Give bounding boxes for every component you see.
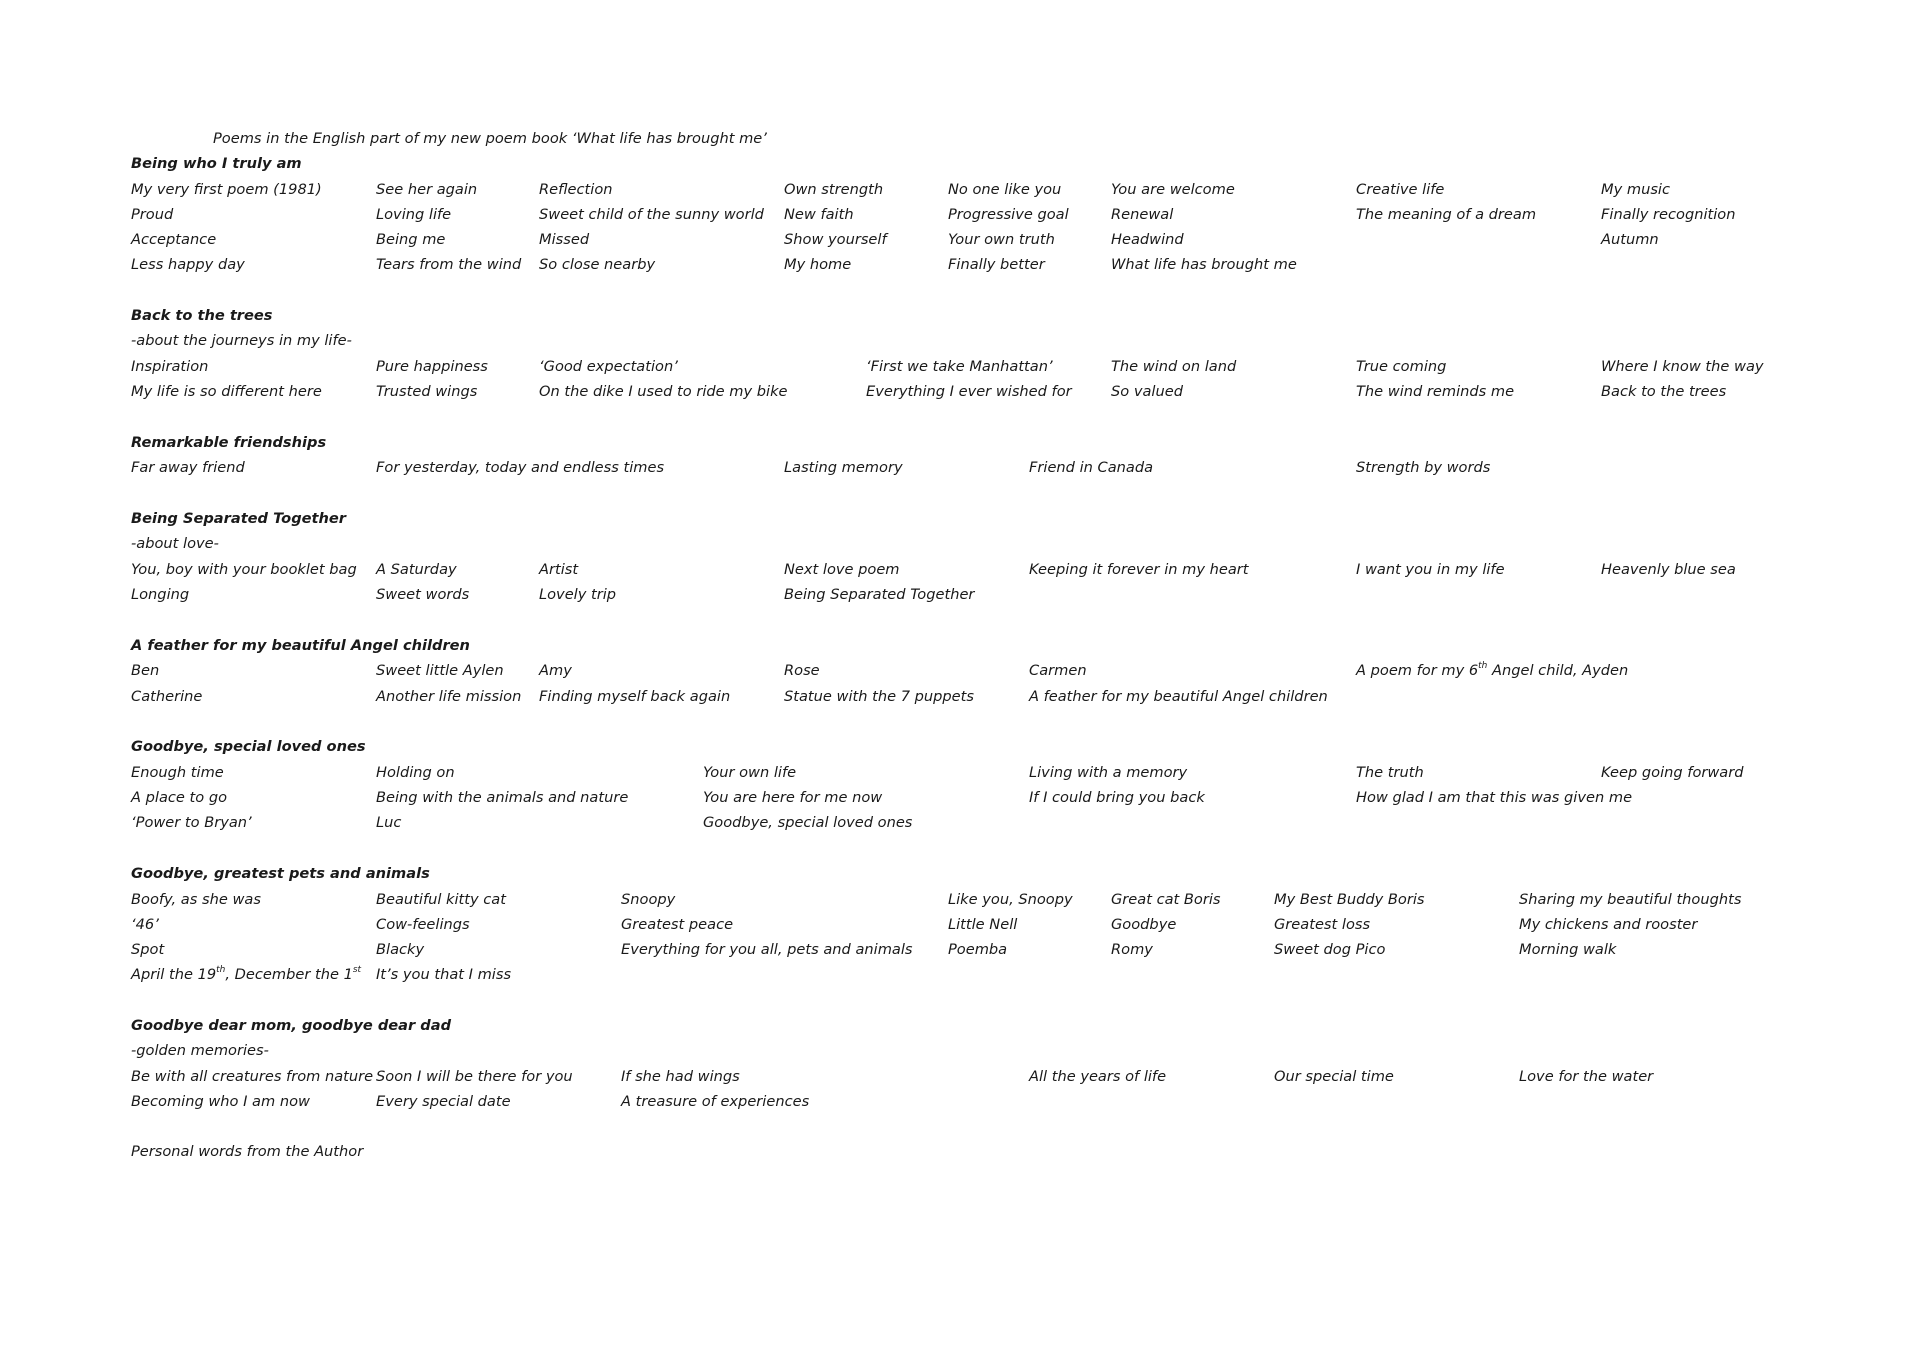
poem-title: The meaning of a dream [1356, 206, 1537, 223]
poem-title: Autumn [1601, 231, 1659, 248]
poem-title: Goodbye, special loved ones [703, 814, 913, 831]
poem-title: Beautiful kitty cat [376, 891, 506, 908]
poem-title: Goodbye [1111, 916, 1177, 933]
section-title: Back to the trees [131, 307, 273, 324]
poem-title: Pure happiness [376, 358, 488, 375]
poem-title: Amy [539, 662, 572, 679]
poem-title: Soon I will be there for you [376, 1068, 573, 1085]
poem-title: Morning walk [1519, 941, 1617, 958]
poem-title: ‘Power to Bryan’ [131, 814, 252, 831]
poem-title: Be with all creatures from nature [131, 1068, 374, 1085]
poem-title: ‘First we take Manhattan’ [866, 358, 1053, 375]
poem-title-part: Angel child, Ayden [1487, 662, 1629, 679]
poem-title: Luc [376, 814, 402, 831]
section-title: A feather for my beautiful Angel children [131, 637, 470, 654]
poem-title: I want you in my life [1356, 561, 1505, 578]
poem-title: Living with a memory [1029, 764, 1188, 781]
poem-title: Finally recognition [1601, 206, 1736, 223]
poem-title: Everything I ever wished for [866, 383, 1072, 400]
poem-title: It’s you that I miss [376, 966, 512, 983]
poem-title: Everything for you all, pets and animals [621, 941, 913, 958]
poem-title: Artist [539, 561, 579, 578]
poem-title: No one like you [948, 181, 1062, 198]
poem-title: The wind reminds me [1356, 383, 1515, 400]
poem-title: How glad I am that this was given me [1356, 789, 1633, 806]
poem-title: Longing [131, 586, 190, 603]
poem-title: My Best Buddy Boris [1274, 891, 1425, 908]
poem-title: See her again [376, 181, 478, 198]
poem-title: Proud [131, 206, 174, 223]
poem-title: The truth [1356, 764, 1424, 781]
poem-title-part: , December the 1 [225, 966, 353, 983]
poem-title: Finally better [948, 256, 1045, 273]
poem-title: Enough time [131, 764, 224, 781]
poem-title: Love for the water [1519, 1068, 1654, 1085]
poem-title: Sharing my beautiful thoughts [1519, 891, 1742, 908]
poem-title: Heavenly blue sea [1601, 561, 1736, 578]
poem-title: A treasure of experiences [621, 1093, 810, 1110]
poem-title-ayden [1356, 661, 1628, 681]
section-title: Goodbye, greatest pets and animals [131, 865, 430, 882]
poem-title: Next love poem [784, 561, 900, 578]
poem-title: The wind on land [1111, 358, 1237, 375]
superscript: th [216, 965, 226, 976]
poem-title: ‘46’ [131, 916, 159, 933]
poem-title: Spot [131, 941, 165, 958]
poem-title: Romy [1111, 941, 1153, 958]
poem-title: Inspiration [131, 358, 209, 375]
poem-title: Sweet little Aylen [376, 662, 504, 679]
poem-title: Lovely trip [539, 586, 617, 603]
poem-title: A feather for my beautiful Angel children [1029, 688, 1328, 705]
poem-title: Like you, Snoopy [948, 891, 1073, 908]
poem-title: So valued [1111, 383, 1183, 400]
poem-title: My music [1601, 181, 1671, 198]
section-subtitle: -about love- [131, 535, 219, 552]
poem-title: Being me [376, 231, 446, 248]
poem-title: Ben [131, 662, 160, 679]
poem-title: You, boy with your booklet bag [131, 561, 357, 578]
poem-title: Our special time [1274, 1068, 1394, 1085]
poem-title: Sweet words [376, 586, 470, 603]
poem-title: What life has brought me [1111, 256, 1297, 273]
poem-title: Little Nell [948, 916, 1018, 933]
poem-title: My very first poem (1981) [131, 181, 322, 198]
poem-title: Being with the animals and nature [376, 789, 629, 806]
poem-title: Own strength [784, 181, 884, 198]
poem-title: A Saturday [376, 561, 457, 578]
poem-title: All the years of life [1029, 1068, 1167, 1085]
poem-title: Far away friend [131, 459, 245, 476]
poem-title: Less happy day [131, 256, 245, 273]
poem-title: Snoopy [621, 891, 676, 908]
poem-title: Where I know the way [1601, 358, 1764, 375]
superscript: st [352, 965, 362, 976]
poem-title: You are welcome [1111, 181, 1235, 198]
section-subtitle: -about the journeys in my life- [131, 332, 352, 349]
section-title: Being who I truly am [131, 155, 302, 172]
poem-title-april [131, 965, 361, 985]
poem-title: If I could bring you back [1029, 789, 1205, 806]
poem-title-part: April the 19 [131, 966, 217, 983]
poem-title: A place to go [131, 789, 228, 806]
poem-title: Progressive goal [948, 206, 1069, 223]
poem-title: Creative life [1356, 181, 1445, 198]
closing-line: Personal words from the Author [131, 1143, 364, 1160]
poem-title: My chickens and rooster [1519, 916, 1698, 933]
poem-title: Statue with the 7 puppets [784, 688, 974, 705]
poem-title: So close nearby [539, 256, 656, 273]
poem-title: Sweet child of the sunny world [539, 206, 764, 223]
poem-title: My home [784, 256, 852, 273]
poem-title: Finding myself back again [539, 688, 731, 705]
poem-title: Acceptance [131, 231, 217, 248]
poem-title: ‘Good expectation’ [539, 358, 678, 375]
poem-title: Sweet dog Pico [1274, 941, 1386, 958]
poem-title: Catherine [131, 688, 203, 705]
poem-title: Greatest peace [621, 916, 734, 933]
poem-title: Trusted wings [376, 383, 478, 400]
poem-title: Poemba [948, 941, 1008, 958]
poem-title: Rose [784, 662, 820, 679]
poem-title: Loving life [376, 206, 452, 223]
poem-title: Another life mission [376, 688, 522, 705]
poem-title: You are here for me now [703, 789, 883, 806]
poem-title: Friend in Canada [1029, 459, 1154, 476]
poem-title: Lasting memory [784, 459, 903, 476]
poem-title: Your own truth [948, 231, 1055, 248]
poem-title: On the dike I used to ride my bike [539, 383, 788, 400]
poem-title: Keeping it forever in my heart [1029, 561, 1249, 578]
poem-title: Boofy, as she was [131, 891, 261, 908]
superscript: th [1478, 661, 1488, 672]
intro-line: Poems in the English part of my new poem book ‘What life has brought me’ [213, 130, 767, 147]
poem-title: New faith [784, 206, 854, 223]
poem-title: My life is so different here [131, 383, 322, 400]
section-title: Being Separated Together [131, 510, 346, 527]
poem-title: Greatest loss [1274, 916, 1371, 933]
poem-title: For yesterday, today and endless times [376, 459, 665, 476]
poem-title: Every special date [376, 1093, 511, 1110]
poem-title: Blacky [376, 941, 425, 958]
section-title: Goodbye dear mom, goodbye dear dad [131, 1017, 452, 1034]
section-title: Goodbye, special loved ones [131, 738, 366, 755]
poem-title: Keep going forward [1601, 764, 1744, 781]
poem-title: If she had wings [621, 1068, 740, 1085]
poem-title-part: A poem for my 6 [1356, 662, 1479, 679]
poem-title: Being Separated Together [784, 586, 975, 603]
poem-title: Becoming who I am now [131, 1093, 310, 1110]
poem-title: Great cat Boris [1111, 891, 1221, 908]
poem-title: Strength by words [1356, 459, 1491, 476]
section-subtitle: -golden memories- [131, 1042, 269, 1059]
poem-title: Reflection [539, 181, 613, 198]
poem-title: Back to the trees [1601, 383, 1727, 400]
poem-title: True coming [1356, 358, 1447, 375]
poem-title: Carmen [1029, 662, 1087, 679]
poem-title: Missed [539, 231, 590, 248]
poem-title: Show yourself [784, 231, 887, 248]
poem-title: Headwind [1111, 231, 1184, 248]
poem-title: Holding on [376, 764, 455, 781]
section-title: Remarkable friendships [131, 434, 327, 451]
poem-title: Cow-feelings [376, 916, 470, 933]
poem-title: Your own life [703, 764, 797, 781]
poem-title: Tears from the wind [376, 256, 522, 273]
poem-title: Renewal [1111, 206, 1174, 223]
